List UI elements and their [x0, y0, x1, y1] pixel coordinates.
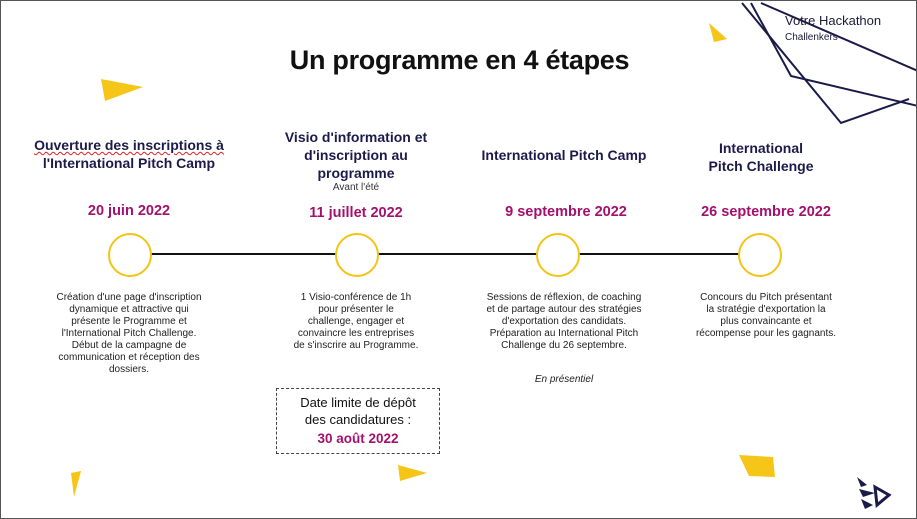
yellow-shape-3: [71, 471, 81, 497]
yellow-shape-1: [101, 79, 143, 101]
step-4-date: 26 septembre 2022: [701, 204, 831, 220]
desc-line: challenge, engager et: [307, 316, 405, 327]
challenkers-logo-icon: [853, 475, 893, 511]
yellow-shape-5: [739, 455, 775, 477]
deadline-date: 30 août 2022: [317, 431, 399, 446]
step-3-note: En présentiel: [534, 374, 594, 385]
timeline-line: [129, 253, 761, 255]
desc-line: l'International Pitch Challenge.: [61, 328, 197, 339]
desc-line: plus convaincante et: [720, 316, 812, 327]
desc-line: communication et réception des: [58, 352, 200, 363]
desc-line: présente le Programme et: [71, 316, 187, 327]
step-4-title-line-2: Pitch Challenge: [708, 158, 814, 174]
deadline-text: [277, 394, 439, 428]
step-2-title-line-3: programme: [317, 165, 395, 181]
step-2-title: [256, 128, 456, 182]
step-3-title: [459, 146, 669, 164]
deadline-line-2: des candidatures :: [304, 412, 412, 427]
brand-title: Votre Hackathon: [785, 13, 882, 28]
yellow-shape-4: [398, 465, 427, 481]
step-4-title: [671, 139, 851, 175]
desc-line: Challenge du 26 septembre.: [501, 340, 627, 351]
step-2-title-line-2: d'inscription au: [304, 147, 408, 163]
deadline-box: [276, 388, 440, 454]
page-title: Un programme en 4 étapes: [289, 45, 630, 75]
deadline-line-1: Date limite de dépôt: [300, 395, 416, 410]
desc-line: dynamique et attractive qui: [69, 304, 189, 315]
timeline-node-1: [108, 233, 152, 277]
desc-line: Création d'une page d'inscription: [56, 292, 202, 303]
desc-line: convaincre les entreprises: [297, 328, 415, 339]
desc-line: récompense pour les gagnants.: [695, 328, 837, 339]
step-1-date: 20 juin 2022: [87, 203, 171, 219]
desc-line: pour présenter le: [318, 304, 394, 315]
step-3-date: 9 septembre 2022: [505, 204, 627, 220]
timeline-node-2: [335, 233, 379, 277]
step-2-subtitle: Avant l'été: [332, 182, 380, 193]
step-4-title-line-1: International: [718, 140, 803, 156]
desc-line: dossiers.: [108, 364, 149, 375]
step-2-title-line-1: Visio d'information et: [284, 129, 428, 145]
step-2-description: [266, 292, 446, 352]
step-1-title-line-1: Ouverture des inscriptions à: [34, 137, 224, 153]
desc-line: la stratégie d'exportation la: [706, 304, 826, 315]
step-3-title-line-1: International Pitch Camp: [481, 147, 647, 163]
yellow-shape-2: [709, 23, 727, 42]
step-3-description: [459, 292, 669, 352]
timeline-node-3: [536, 233, 580, 277]
timeline-node-4: [738, 233, 782, 277]
step-1-title-line: [19, 136, 239, 154]
desc-line: Concours du Pitch présentant: [700, 292, 832, 303]
desc-line: d'exportation des candidats.: [501, 316, 627, 327]
desc-line: de s'inscrire au Programme.: [293, 340, 419, 351]
step-4-description: [671, 292, 861, 340]
desc-line: Préparation au International Pitch: [489, 328, 639, 339]
desc-line: Sessions de réflexion, de coaching: [486, 292, 642, 303]
desc-line: et de partage autour des stratégies: [486, 304, 642, 315]
step-1-description: [29, 292, 229, 376]
desc-line: 1 Visio-conférence de 1h: [300, 292, 412, 303]
desc-line: Début de la campagne de: [71, 340, 187, 351]
step-1-title-line-2: l'International Pitch Camp: [42, 155, 216, 171]
brand-subtitle: Challenkers: [785, 32, 838, 43]
step-2-date: 11 juillet 2022: [309, 205, 403, 221]
step-1-title: [19, 136, 239, 172]
